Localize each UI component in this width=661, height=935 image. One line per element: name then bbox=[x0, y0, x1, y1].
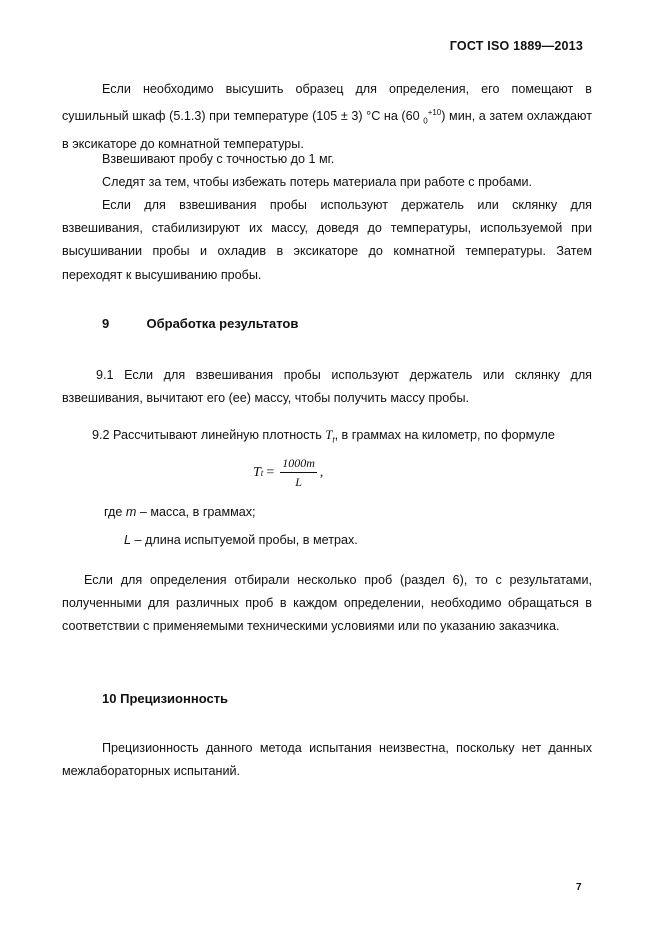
where-m-line: где m – масса, в граммах; bbox=[104, 505, 256, 519]
section-number: 10 bbox=[102, 691, 117, 706]
tolerance-lower: 0 bbox=[423, 116, 428, 126]
linear-density-formula: T t = $\frac{1000m}{L}$ , bbox=[253, 456, 324, 489]
tolerance-upper: +10 bbox=[427, 108, 442, 118]
paragraph-9-2: 9.2 Рассчитывают линейную плотность $T_t$, в граммах на километр, по формуле bbox=[92, 428, 555, 445]
paragraph-precision: Прецизионность данного метода испытания неизвестна, поскольку нет данных межлабораторных испытаний. bbox=[62, 741, 592, 779]
symbol-t: T bbox=[325, 428, 333, 442]
section-number: 9 bbox=[102, 316, 110, 331]
formula-fraction bbox=[280, 456, 317, 490]
section-9-heading bbox=[102, 316, 298, 331]
paragraph-drying: Если необходимо высушить образец для определения, его помещают в сушильный шкаф (5.1.3) при температуре (105 ± 3) °С на (60 $_0^{+10}$) мин, а затем охлаждают в эксикаторе до комнатной температуры. bbox=[62, 82, 592, 152]
formula-numerator: 1000m bbox=[280, 456, 317, 473]
formula-denominator: L bbox=[295, 475, 302, 489]
paragraph-avoid-loss: Следят за тем, чтобы избежать потерь материала при работе с пробами. bbox=[102, 175, 533, 189]
section-10-heading bbox=[102, 691, 228, 706]
where-l-line: L – длина испытуемой пробы, в метрах. bbox=[124, 533, 358, 547]
standard-header: ГОСТ ISO 1889—2013 bbox=[449, 39, 583, 53]
paragraph-holder: Если для взвешивания пробы используют держатель или склянку для взвешивания, стабилизируют их массу, доведя до температуры, используемой при высушивании пробы и охладив в эксикаторе до комнатной температуры. Затем переходят к высушиванию пробы. bbox=[62, 198, 592, 282]
paragraph-weigh: Взвешивают пробу с точностью до 1 мг. bbox=[102, 152, 335, 166]
page-number: 7 bbox=[576, 882, 582, 893]
section-title: Прецизионность bbox=[120, 691, 229, 706]
section-title: Обработка результатов bbox=[146, 316, 299, 331]
paragraph-multiple-samples: Если для определения отбирали несколько проб (раздел 6), то с результатами, полученными для различных проб в каждом определении, необходимо обращаться в соответствии с применяемыми техническими условиями или по указанию заказчика. bbox=[62, 573, 592, 634]
paragraph-9-1: 9.1 Если для взвешивания пробы используют держатель или склянку для взвешивания, вычитают его (ее) массу, чтобы получить массу пробы. bbox=[62, 368, 592, 406]
